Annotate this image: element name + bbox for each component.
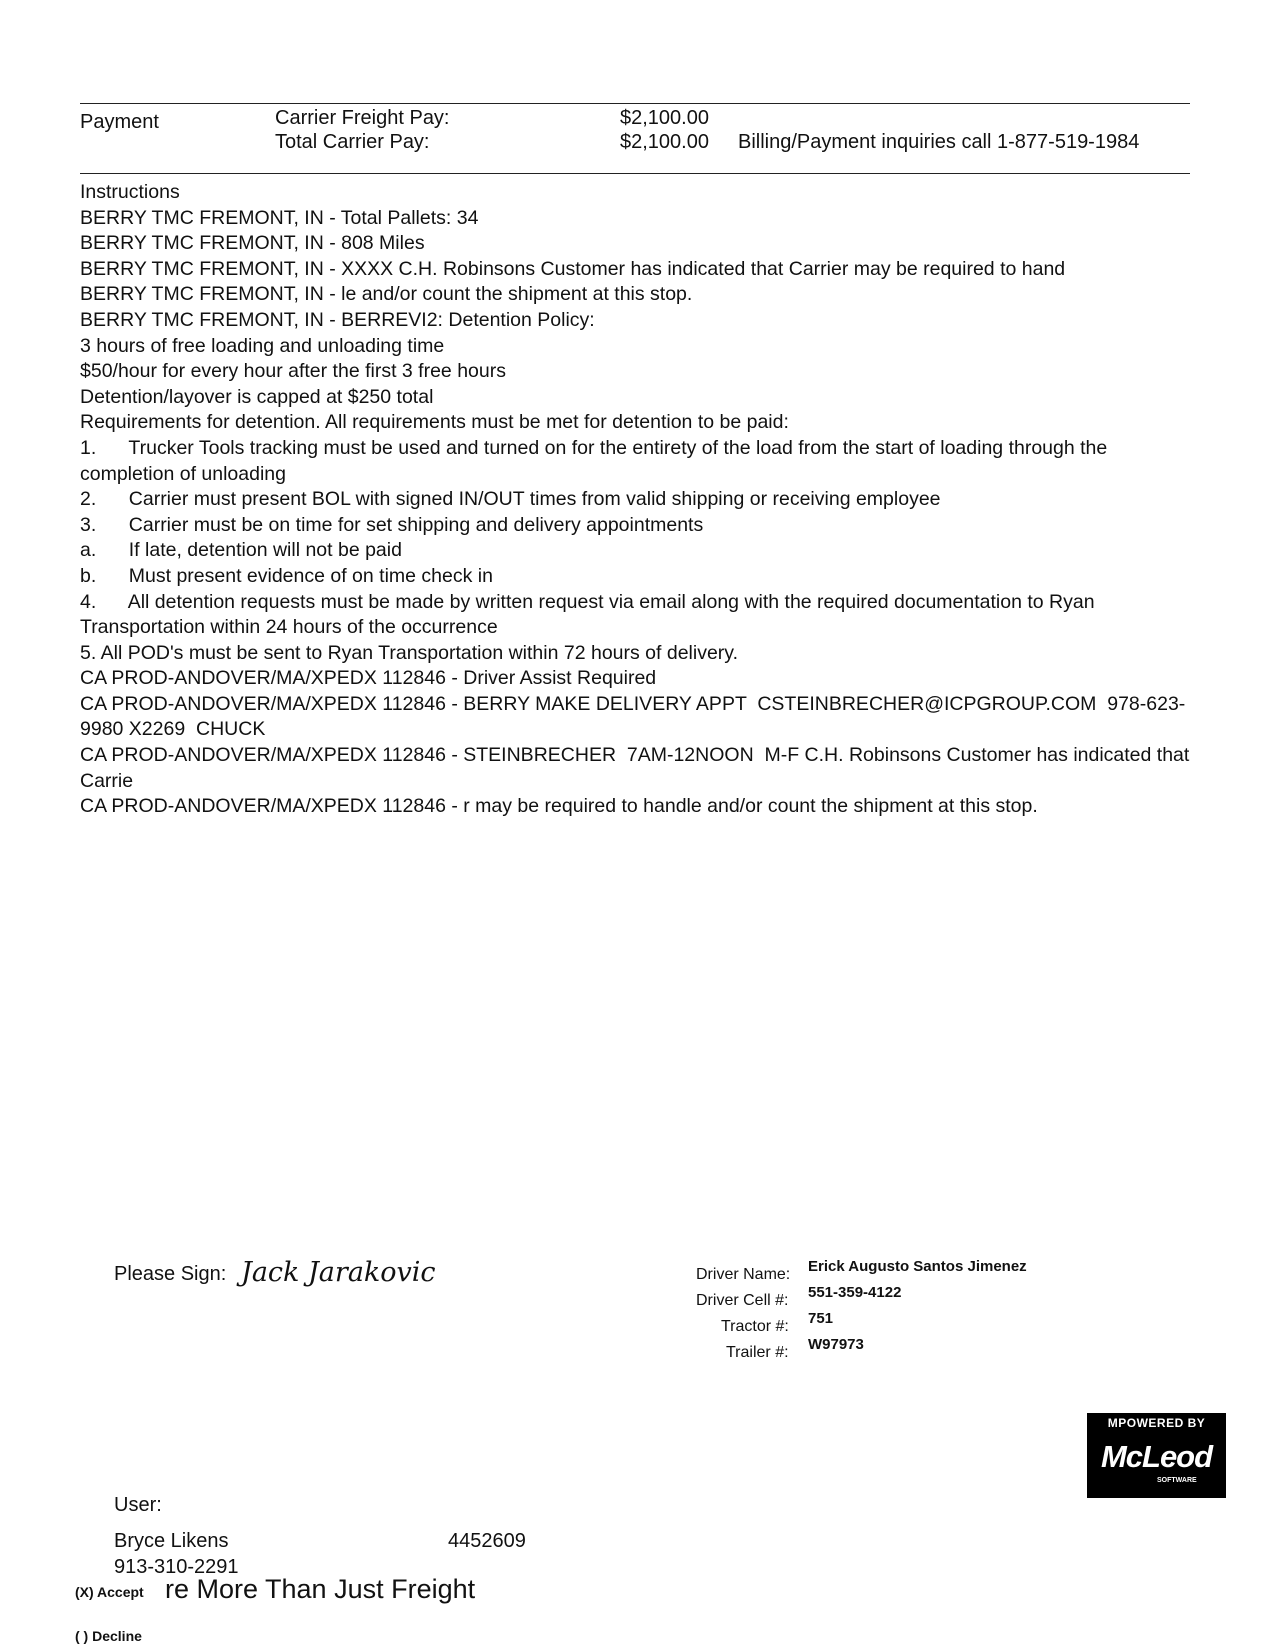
instruction-line: CA PROD-ANDOVER/MA/XPEDX 112846 - Driver Assist Required — [80, 667, 657, 690]
payment-bottom-rule — [80, 173, 1190, 174]
instruction-line: 3. Carrier must be on time for set shipping and delivery appointments — [80, 513, 704, 536]
driver-name-label: Driver Name: — [696, 1266, 791, 1283]
instruction-line: 1. Trucker Tools tracking must be used and turned on for the entirety of the load from the start of loading through the completion of unloading — [80, 436, 1113, 485]
instruction-line: CA PROD-ANDOVER/MA/XPEDX 112846 - r may be required to handle and/or count the shipment at this stop. — [80, 795, 1038, 818]
carrier-freight-pay-label: Carrier Freight Pay: — [275, 107, 450, 129]
instruction-line: BERRY TMC FREMONT, IN - le and/or count the shipment at this stop. — [80, 283, 693, 306]
instruction-line: $50/hour for every hour after the first 3 free hours — [80, 360, 506, 383]
user-label: User: — [114, 1494, 162, 1516]
slogan: re More Than Just Freight — [165, 1574, 476, 1604]
instruction-line: Detention/layover is capped at $250 total — [80, 385, 434, 408]
mcleod-logo — [1087, 1413, 1226, 1498]
user-phone: 913-310-2291 — [114, 1556, 239, 1578]
tractor-value: 751 — [808, 1310, 834, 1327]
instruction-line: 5. All POD's must be sent to Ryan Transportation within 72 hours of delivery. — [80, 641, 739, 664]
instruction-line: BERRY TMC FREMONT, IN - Total Pallets: 34 — [80, 206, 479, 229]
user-name: Bryce Likens — [114, 1530, 229, 1552]
signature-value: Jack Jarakovic — [241, 1257, 436, 1288]
decline-option[interactable]: ( ) Decline — [75, 1628, 142, 1644]
trailer-label: Trailer #: — [726, 1344, 789, 1361]
instruction-line: CA PROD-ANDOVER/MA/XPEDX 112846 - BERRY MAKE DELIVERY APPT CSTEINBRECHER@ICPGROUP.COM 978-623-9980 X2269 CHUCK — [80, 692, 1186, 741]
total-carrier-pay-label: Total Carrier Pay: — [275, 131, 430, 153]
accept-option[interactable]: (X) Accept — [75, 1584, 144, 1600]
instruction-line: BERRY TMC FREMONT, IN - XXXX C.H. Robinsons Customer has indicated that Carrier may be required to hand — [80, 257, 1066, 280]
user-id: 4452609 — [448, 1530, 526, 1552]
instruction-line: BERRY TMC FREMONT, IN - BERREVI2: Detention Policy: — [80, 308, 595, 331]
top-rule — [80, 103, 1190, 104]
instruction-line: 3 hours of free loading and unloading time — [80, 334, 445, 357]
logo-top-text: MPOWERED BY — [1107, 1416, 1206, 1430]
instruction-line: b. Must present evidence of on time check in — [80, 564, 493, 587]
driver-name-value: Erick Augusto Santos Jimenez — [808, 1258, 1027, 1275]
billing-inquiry-note: Billing/Payment inquiries call 1-877-519-1984 — [738, 131, 1140, 153]
tractor-label: Tractor #: — [721, 1318, 789, 1335]
instruction-line: BERRY TMC FREMONT, IN - 808 Miles — [80, 232, 425, 255]
please-sign-label: Please Sign: — [114, 1263, 227, 1285]
logo-brand: McLeod — [1100, 1439, 1213, 1474]
instructions-list — [80, 206, 1195, 820]
trailer-value: W97973 — [808, 1336, 864, 1353]
carrier-freight-pay-value: $2,100.00 — [620, 107, 709, 129]
instructions-heading: Instructions — [80, 181, 180, 203]
instruction-line: a. If late, detention will not be paid — [80, 539, 402, 562]
driver-cell-value: 551-359-4122 — [808, 1284, 902, 1301]
instruction-line: Requirements for detention. All requirements must be met for detention to be paid: — [80, 411, 789, 434]
instruction-line: 4. All detention requests must be made by written request via email along with the required documentation to Ryan Transportation within 24 hours of the occurrence — [80, 590, 1100, 639]
logo-sub: SOFTWARE — [1157, 1477, 1197, 1484]
payment-section-label: Payment — [80, 111, 159, 133]
instruction-line: 2. Carrier must present BOL with signed IN/OUT times from valid shipping or receiving employee — [80, 488, 941, 511]
instruction-line: CA PROD-ANDOVER/MA/XPEDX 112846 - STEINBRECHER 7AM-12NOON M-F C.H. Robinsons Customer has indicated that Carrie — [80, 744, 1195, 792]
instructions-block — [80, 180, 1195, 820]
total-carrier-pay-value: $2,100.00 — [620, 131, 709, 153]
driver-cell-label: Driver Cell #: — [696, 1292, 789, 1309]
